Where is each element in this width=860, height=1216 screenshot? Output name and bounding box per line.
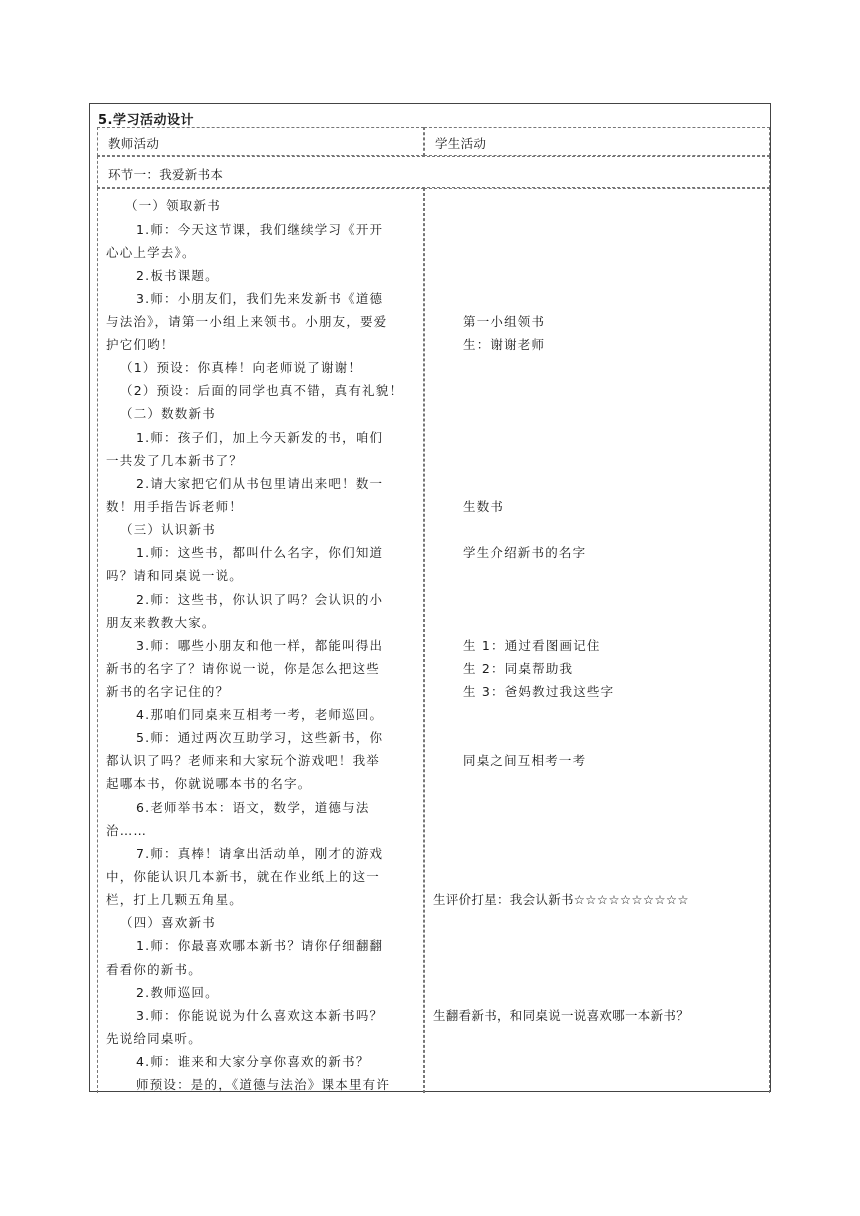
student-line: 生翻看新书，和同桌说一说喜欢哪一本新书？ xyxy=(433,1008,690,1023)
teacher-line: 4.那咱们同桌来互相考一考，老师巡回。 xyxy=(136,707,384,722)
teacher-line: 2.师：这些书，你认识了吗？会认识的小 xyxy=(136,592,384,607)
teacher-line: 1.师：你最喜欢哪本新书？请你仔细翻翻 xyxy=(136,938,384,953)
teacher-header: 教师活动 xyxy=(108,136,160,151)
teacher-line: 4.师：谁来和大家分享你喜欢的新书？ xyxy=(136,1054,370,1069)
teacher-line: （二）数数新书 xyxy=(120,406,216,421)
teacher-header-cell xyxy=(97,127,424,156)
teacher-line: 3.师：小朋友们，我们先来发新书《道德 xyxy=(136,291,384,306)
teacher-line: 看看你的新书。 xyxy=(106,962,202,977)
teacher-line: 吗？请和同桌说一说。 xyxy=(106,568,244,583)
teacher-line: 都认识了吗？老师来和大家玩个游戏吧！我举 xyxy=(106,753,381,768)
student-line: 生：谢谢老师 xyxy=(463,337,546,352)
teacher-line: 一共发了几本新书了？ xyxy=(106,453,244,468)
teacher-line: （四）喜欢新书 xyxy=(120,915,216,930)
teacher-line: 中，你能认识几本新书，就在作业纸上的这一 xyxy=(106,869,381,884)
activity-design-table xyxy=(89,103,771,1092)
teacher-line: 2.板书课题。 xyxy=(136,268,219,283)
student-header-cell xyxy=(424,127,770,156)
teacher-line: 与法治》，请第一小组上来领书。小朋友，要爱 xyxy=(106,314,388,329)
teacher-line: （1）预设：你真棒！向老师说了谢谢！ xyxy=(120,360,363,375)
teacher-line: 1.师：这些书，都叫什么名字，你们知道 xyxy=(136,545,384,560)
student-line: 学生介绍新书的名字 xyxy=(463,545,587,560)
teacher-line: 新书的名字记住的？ xyxy=(106,684,230,699)
teacher-line: 5.师：通过两次互助学习，这些新书，你 xyxy=(136,730,384,745)
teacher-line: 数！用手指告诉老师！ xyxy=(106,499,244,514)
teacher-line: 先说给同桌听。 xyxy=(106,1031,202,1046)
student-line: 同桌之间互相考一考 xyxy=(463,753,587,768)
teacher-line: 1.师：今天这节课，我们继续学习《开开 xyxy=(136,222,384,237)
teacher-line: 6.老师举书本：语文，数学，道德与法 xyxy=(136,800,370,815)
student-header: 学生活动 xyxy=(435,136,487,151)
teacher-line: 心心上学去》。 xyxy=(106,245,196,260)
teacher-line: 3.师：你能说说为什么喜欢这本新书吗？ xyxy=(136,1008,384,1023)
stage-title: 环节一：我爱新书本 xyxy=(108,167,224,182)
teacher-line: 新书的名字了？请你说一说，你是怎么把这些 xyxy=(106,661,381,676)
teacher-line: 3.师：哪些小朋友和他一样，都能叫得出 xyxy=(136,638,384,653)
teacher-line: 7.师：真棒！请拿出活动单，刚才的游戏 xyxy=(136,846,384,861)
student-line: 生 2：同桌帮助我 xyxy=(463,661,574,676)
teacher-line: 治…… xyxy=(106,823,148,838)
teacher-line: 起哪本书，你就说哪本书的名字。 xyxy=(106,776,312,791)
stage-cell xyxy=(97,156,770,188)
student-line: 生 3：爸妈教过我这些字 xyxy=(463,684,615,699)
teacher-line: （三）认识新书 xyxy=(120,522,216,537)
teacher-line: 朋友来教教大家。 xyxy=(106,615,216,630)
teacher-line: 2.教师巡回。 xyxy=(136,985,219,1000)
section-title: 5.学习活动设计 xyxy=(98,113,194,128)
teacher-line: 2.请大家把它们从书包里请出来吧！数一 xyxy=(136,476,384,491)
student-line: 第一小组领书 xyxy=(463,314,546,329)
teacher-line: 栏，打上几颗五角星。 xyxy=(106,892,244,907)
student-line: 生 1：通过看图画记住 xyxy=(463,638,601,653)
teacher-line: 护它们哟！ xyxy=(106,337,175,352)
teacher-line: 1.师：孩子们，加上今天新发的书，咱们 xyxy=(136,430,384,445)
student-line: 生数书 xyxy=(463,499,505,514)
teacher-line: 师预设：是的，《道德与法治》课本里有许 xyxy=(136,1077,391,1092)
student-line: 生评价打星：我会认新书☆☆☆☆☆☆☆☆☆☆ xyxy=(433,892,689,907)
teacher-line: （一）领取新书 xyxy=(125,198,221,213)
teacher-line: （2）预设：后面的同学也真不错，真有礼貌！ xyxy=(120,383,404,398)
